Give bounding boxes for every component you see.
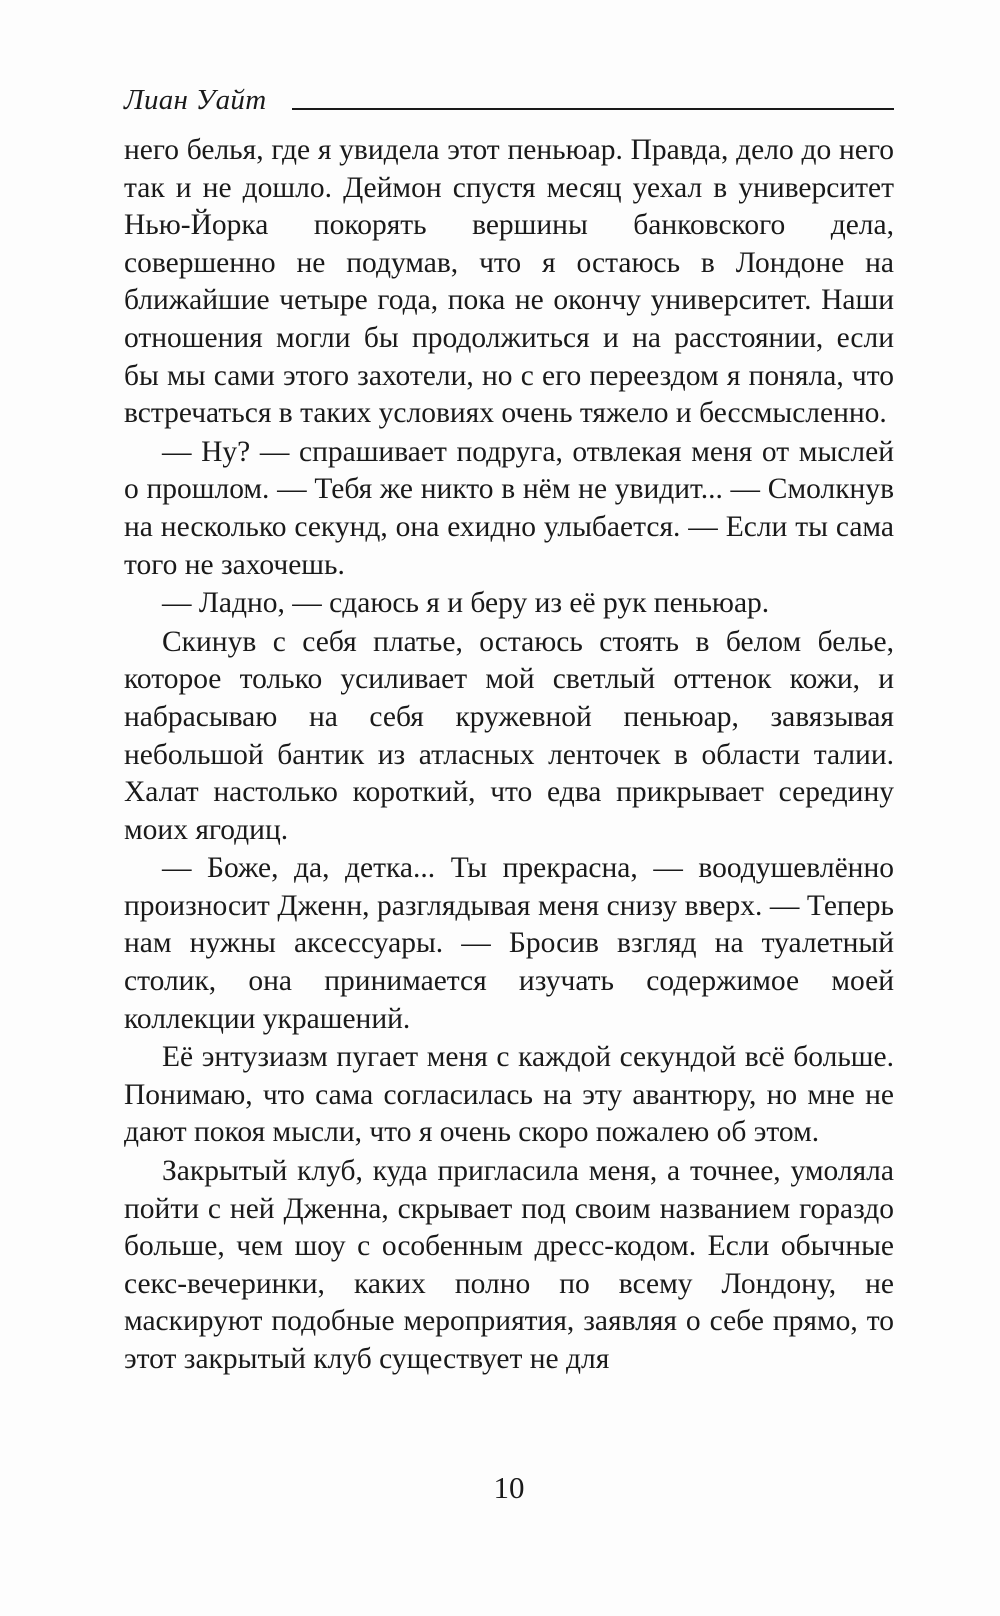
paragraph-4: Скинув с себя платье, остаюсь стоять в белом белье, которое только усиливает мой светлый оттенок кожи, и набрасываю на себя кружевной пеньюар, завязывая небольшой бантик из атласных ленточек в области талии. Халат настолько короткий, что едва прикрывает середину моих ягодиц. [124,625,894,846]
page-number: 10 [493,1470,525,1505]
author-name: Лиан Уайт [124,84,267,116]
header-rule [292,108,894,110]
paragraph-7: Закрытый клуб, куда пригласила меня, а точнее, умоляла пойти с ней Дженна, скрывает под своим названием гораздо больше, чем шоу с особенным дресс-кодом. Если обычные секс-вечеринки, каких полно по всему Лондону, не маскируют подобные мероприятия, заявляя о себе прямо, то этот закрытый клуб существует не для [124,1155,894,1375]
running-head [124,80,894,120]
paragraph-5: — Боже, да, детка... Ты прекрасна, — воодушевлённо произносит Дженн, разглядывая меня снизу вверх. — Теперь нам нужны аксессуары. — Бросив взгляд на туалетный столик, она принимается изучать содержимое моей коллекции украшений. [124,852,894,1035]
paragraph-1: него белья, где я увидела этот пеньюар. Правда, дело до него так и не дошло. Деймон спустя месяц уехал в университет Нью-Йорка покорять вершины банковского дела, совершенно не подумав, что я остаюсь в Лондоне на ближайшие четыре года, пока не окончу университет. Наши отношения могли бы продолжиться и на расстоянии, если бы мы сами этого захотели, но с его переездом я поняла, что встречаться в таких условиях очень тяжело и бессмысленно. [124,134,894,430]
paragraph-6: Её энтузиазм пугает меня с каждой секундой всё больше. Понимаю, что сама согласилась на эту авантюру, но мне не дают покоя мысли, что я очень скоро пожалею об этом. [124,1041,894,1149]
paragraph-2: — Ну? — спрашивает подруга, отвлекая меня от мыслей о прошлом. — Тебя же никто в нём не увидит... — Смолкнув на несколько секунд, она ехидно улыбается. — Если ты сама того не захочешь. [124,435,894,581]
body-text [124,132,894,1379]
paragraph-3: — Ладно, — сдаюсь я и беру из её рук пеньюар. [162,587,770,620]
